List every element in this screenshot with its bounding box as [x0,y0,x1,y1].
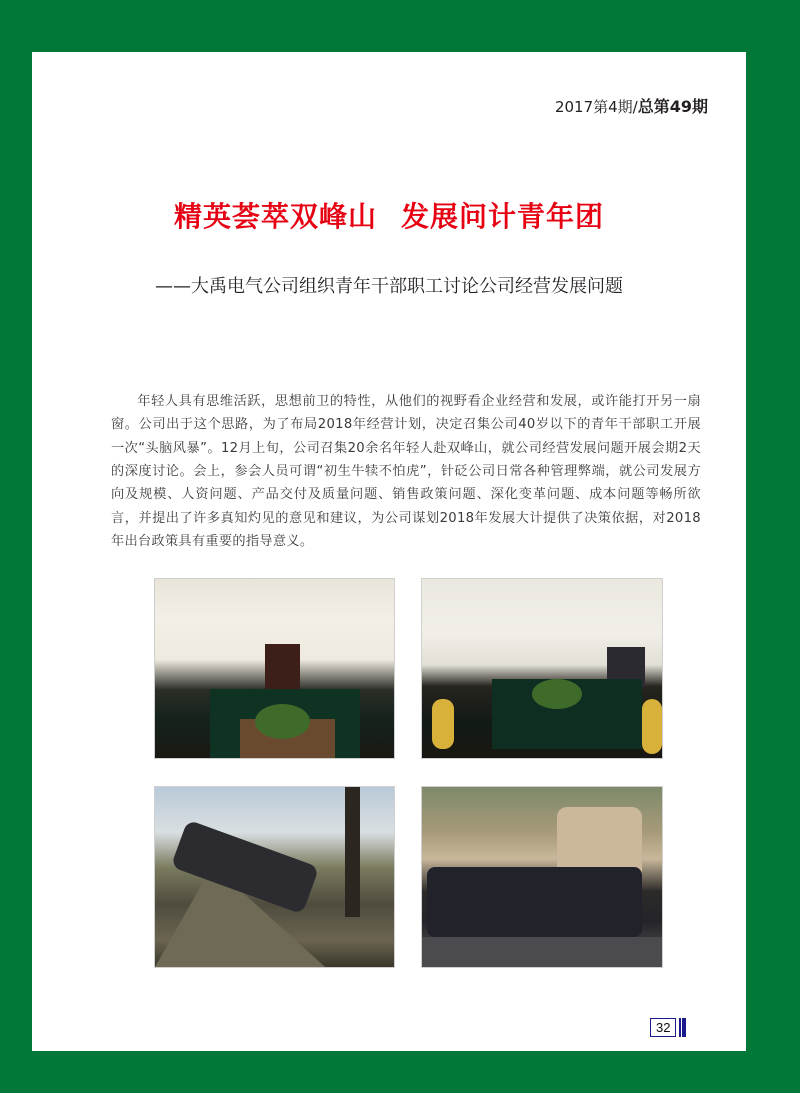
bridge-group-photo [154,786,395,968]
magazine-page [32,52,746,1051]
chair-shape [642,699,662,754]
article-subtitle: ——大禹电气公司组织青年干部职工讨论公司经营发展问题 [155,276,623,297]
page-marker-bar [682,1018,686,1037]
title-part-1: 精英荟萃双峰山 [173,200,377,233]
meeting-room-photo-1 [154,578,395,759]
issue-number: 2017第4期/ [554,98,638,116]
page-marker-bar [679,1018,681,1037]
road-shape [422,937,662,967]
issue-info [555,94,708,117]
article-title [32,195,746,235]
plant-shape [255,704,310,739]
issue-total: 总第49期 [637,97,708,116]
page-number: 32 [650,1018,676,1037]
group-shape [427,867,642,937]
plant-shape [532,679,582,709]
meeting-room-photo-2 [421,578,663,759]
title-part-2: 发展问计青年团 [401,200,605,233]
article-body: 年轻人具有思维活跃，思想前卫的特性，从他们的视野看企业经营和发展，或许能打开另一扇窗。公司出于这个思路，为了布局2018年经营计划，决定召集公司40岁以下的青年干部职工开展一次“头脑风暴”。12月上旬，公司召集20余名年轻人赴双峰山，就公司经营发展问题开展会期2天的深度讨论。会上，参会人员可谓“初生牛犊不怕虎”，针砭公司日常各种管理弊端，就公司发展方向及规模、人资问题、产品交付及质量问题、销售政策问题、深化变革问题、成本问题等畅所欲言，并提出了许多真知灼见的意见和建议，为公司谋划2018年发展大计提供了决策依据，对2018年出台政策具有重要的指导意义。 [111,394,701,549]
chair-shape [432,699,454,749]
page-number-block [650,1018,686,1037]
rock-group-photo [421,786,663,968]
tree-shape [345,787,360,917]
door-shape [265,644,300,689]
